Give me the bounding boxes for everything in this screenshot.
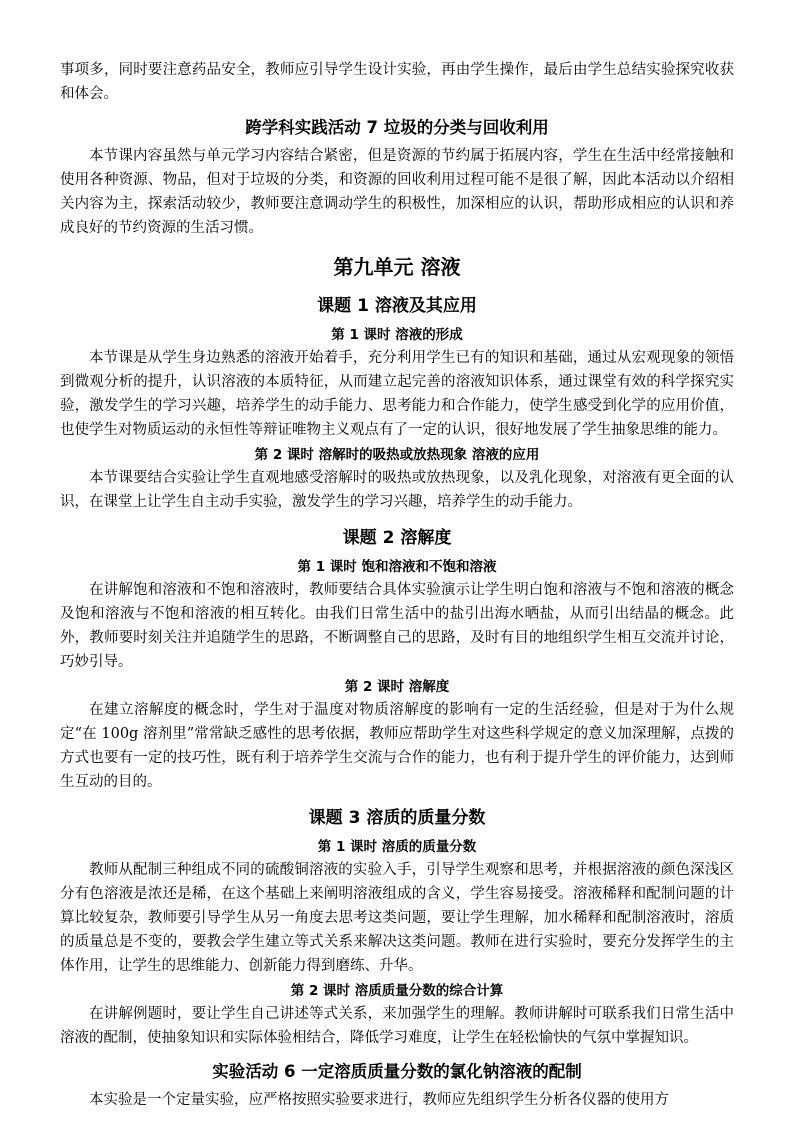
topic3-lesson1-paragraph: 教师从配制三种组成不同的硫酸铜溶液的实验入手，引导学生观察和思考，并根据溶液的颜色深浅区分有色溶液是浓还是稀，在这个基础上来阐明溶液组成的含义，学生容易接受。溶液稀释和配制问题的计算比较复杂，教师要引导学生从另一角度去思考这类问题，要让学生理解，加水稀释和配制溶液时，溶质的质量总是不变的，要教会学生建立等式关系来解决这类问题。教师在进行实验时，要充分发挥学生的主体作用，让学生的思维能力、创新能力得到磨练、升华。 — [60, 862, 734, 974]
topic2-lesson1-paragraph: 在讲解饱和溶液和不饱和溶液时，教师要结合具体实验演示让学生明白饱和溶液与不饱和溶液的概念及饱和溶液与不饱和溶液的相互转化。由我们日常生活中的盐引出海水晒盐，从而引出结晶的概念。此外，教师要时刻关注并追随学生的思路，不断调整自己的思路，及时有目的地组织学生相互交流并讨论，巧妙引导。 — [60, 582, 734, 670]
activity7-heading: 跨学科实践活动 7 垃圾的分类与回收利用 — [245, 118, 549, 137]
topic3-lesson1-heading: 第 1 课时 溶质的质量分数 — [317, 839, 477, 855]
unit9-heading: 第九单元 溶液 — [333, 255, 461, 279]
topic1-heading: 课题 1 溶液及其应用 — [317, 296, 477, 316]
topic3-lesson2-paragraph: 在讲解例题时，要让学生自己讲述等式关系，来加强学生的理解。教师讲解时可联系我们日常生活中溶液的配制，使抽象知识和实际体验相结合，降低学习难度，让学生在轻松愉快的气氛中掌握知识。 — [60, 1006, 734, 1046]
topic2-heading: 课题 2 溶解度 — [342, 528, 452, 548]
topic3-heading: 课题 3 溶质的质量分数 — [308, 808, 486, 828]
topic2-lesson1-heading: 第 1 课时 饱和溶液和不饱和溶液 — [297, 559, 497, 575]
topic2-lesson2-heading: 第 2 课时 溶解度 — [344, 679, 450, 695]
topic2-lesson2-paragraph: 在建立溶解度的概念时，学生对于温度对物质溶解度的影响有一定的生活经验，但是对于为什么规定“在 100g 溶剂里”常常缺乏感性的思考依据，教师应帮助学生对这些科学规定的意义加深理解，点拨的方式也要有一定的技巧性，既有利于培养学生交流与合作的能力，也有利于提升学生的评价能力，达到师生互动的目的。 — [60, 702, 734, 790]
activity7-paragraph: 本节课内容虽然与单元学习内容结合紧密，但是资源的节约属于拓展内容，学生在生活中经常接触和使用各种资源、物品，但对于垃圾的分类，和资源的回收利用过程可能不是很了解，因此本活动以介绍相关内容为主，探索活动较少，教师要注意调动学生的积极性，加深相应的认识，帮助形成相应的认识和养成良好的节约资源的生活习惯。 — [60, 148, 734, 236]
topic1-lesson2-paragraph: 本节课要结合实验让学生直观地感受溶解时的吸热或放热现象，以及乳化现象，对溶液有更全面的认识，在课堂上让学生自主动手实验，激发学生的学习兴趣，培养学生的动手能力。 — [60, 470, 734, 510]
experiment6-heading: 实验活动 6 一定溶质质量分数的氯化钠溶液的配制 — [212, 1062, 582, 1081]
topic1-lesson1-heading: 第 1 课时 溶液的形成 — [331, 327, 463, 343]
document-page — [60, 58, 734, 1112]
experiment6-paragraph: 本实验是一个定量实验，应严格按照实验要求进行，教师应先组织学生分析各仪器的使用方 — [89, 1092, 669, 1108]
topic1-lesson2-heading: 第 2 课时 溶解时的吸热或放热现象 溶液的应用 — [254, 447, 540, 463]
intro-continued-paragraph: 事项多，同时要注意药品安全，教师应引导学生设计实验，再由学生操作，最后由学生总结实验探究收获和体会。 — [60, 62, 734, 102]
topic1-lesson1-paragraph: 本节课是从学生身边熟悉的溶液开始着手，充分利用学生已有的知识和基础，通过从宏观现象的领悟到微观分析的提升，认识溶液的本质特征，从而建立起完善的溶液知识体系，通过课堂有效的科学探究实验，激发学生的学习兴趣，培养学生的动手能力、思考能力和合作能力，使学生感受到化学的应用价值，也使学生对物质运动的永恒性等辩证唯物主义观点有了一定的认识，很好地发展了学生抽象思维的能力。 — [60, 350, 734, 438]
topic3-lesson2-heading: 第 2 课时 溶质质量分数的综合计算 — [290, 983, 504, 999]
